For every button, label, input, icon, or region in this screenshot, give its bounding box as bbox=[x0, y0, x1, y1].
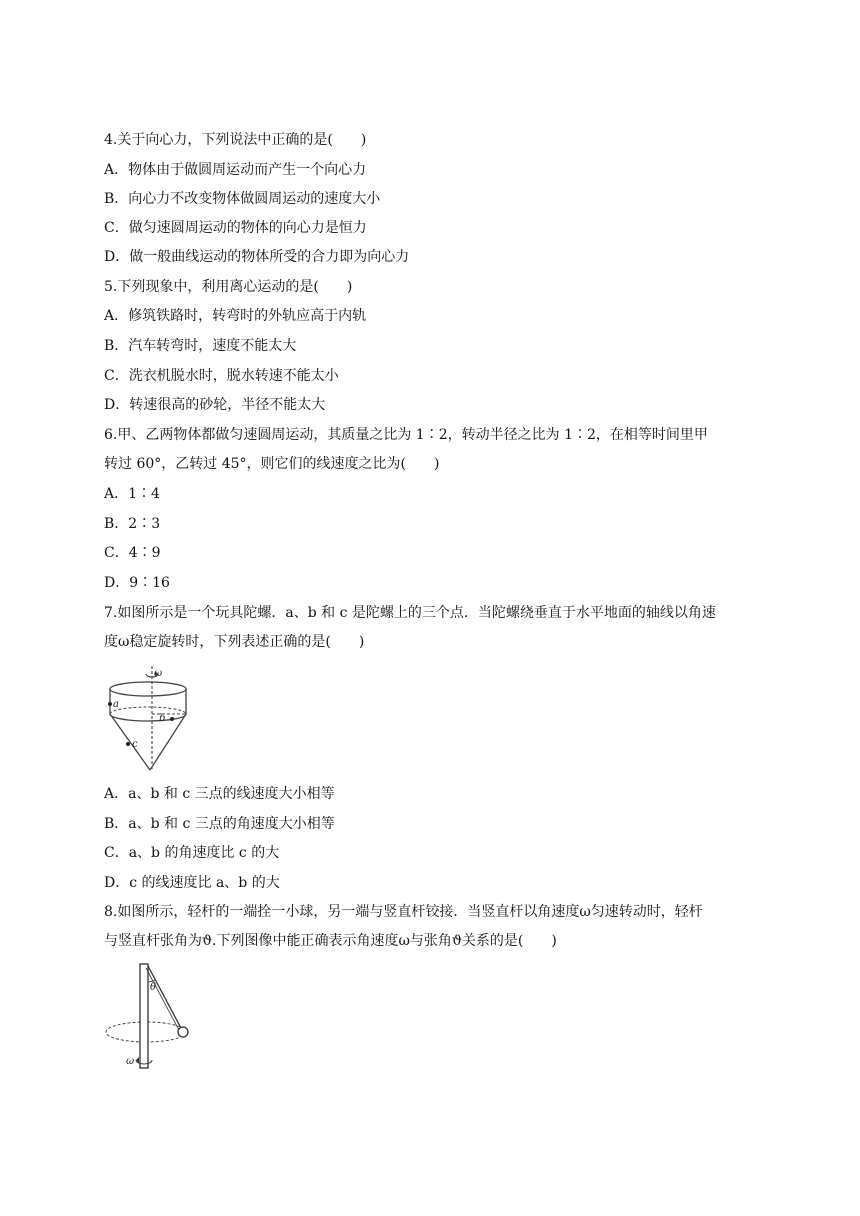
theta-label: θ bbox=[150, 982, 157, 993]
q7-option-c: C．a、b 的角速度比 c 的大 bbox=[104, 845, 280, 861]
q7-option-d: D．c 的线速度比 a、b 的大 bbox=[104, 875, 280, 891]
q7-option-b: B．a、b 和 c 三点的角速度大小相等 bbox=[104, 816, 335, 832]
q8-stem-line1: 8.如图所示，轻杆的一端拴一小球，另一端与竖直杆铰接．当竖直杆以角速度ω匀速转动时，轻杆 bbox=[104, 904, 703, 920]
q5-option-c: C．洗衣机脱水时，脱水转速不能太小 bbox=[104, 368, 339, 384]
q5-stem: 5.下列现象中，利用离心运动的是( ) bbox=[104, 279, 353, 295]
point-a-label: a bbox=[113, 699, 119, 710]
q4-option-a: A．物体由于做圆周运动而产生一个向心力 bbox=[104, 162, 367, 178]
omega-label: ω bbox=[126, 1056, 135, 1067]
spinning-top-figure bbox=[102, 664, 194, 774]
q4-option-b: B．向心力不改变物体做圆周运动的速度大小 bbox=[104, 191, 381, 207]
q6-stem-line2: 转过 60°，乙转过 45°，则它们的线速度之比为( ) bbox=[104, 456, 440, 472]
q4-stem: 4.关于向心力，下列说法中正确的是( ) bbox=[104, 132, 367, 148]
omega-label: ω bbox=[154, 668, 163, 679]
point-c-label: c bbox=[132, 739, 138, 750]
q5-option-d: D．转速很高的砂轮，半径不能太大 bbox=[104, 397, 326, 413]
q5-option-b: B．汽车转弯时，速度不能太大 bbox=[104, 338, 297, 354]
rod-pendulum-figure bbox=[104, 960, 194, 1072]
q4-option-c: C．做匀速圆周运动的物体的向心力是恒力 bbox=[104, 220, 367, 236]
q4-option-d: D．做一般曲线运动的物体所受的合力即为向心力 bbox=[104, 249, 410, 265]
rod-pendulum-diagram bbox=[104, 960, 194, 1072]
point-b-label: b bbox=[159, 713, 166, 724]
q6-option-b: B．2∶3 bbox=[104, 516, 161, 532]
q6-option-a: A．1∶4 bbox=[104, 486, 160, 502]
q8-stem-line2: 与竖直杆张角为ϑ.下列图像中能正确表示角速度ω与张角ϑ关系的是( ) bbox=[104, 933, 557, 949]
q5-option-a: A．修筑铁路时，转弯时的外轨应高于内轨 bbox=[104, 308, 367, 324]
q6-option-d: D．9∶16 bbox=[104, 575, 170, 591]
spinning-top-diagram bbox=[102, 664, 194, 774]
q6-option-c: C．4∶9 bbox=[104, 545, 161, 561]
q6-stem-line1: 6.甲、乙两物体都做匀速圆周运动，其质量之比为 1∶2，转动半径之比为 1∶2，在相等时间里甲 bbox=[104, 427, 708, 443]
q7-stem-line2: 度ω稳定旋转时，下列表述正确的是( ) bbox=[104, 634, 365, 650]
q7-stem-line1: 7.如图所示是一个玩具陀螺．a、b 和 c 是陀螺上的三个点．当陀螺绕垂直于水平地面的轴线以角速 bbox=[104, 605, 716, 621]
q7-option-a: A．a、b 和 c 三点的线速度大小相等 bbox=[104, 786, 335, 802]
